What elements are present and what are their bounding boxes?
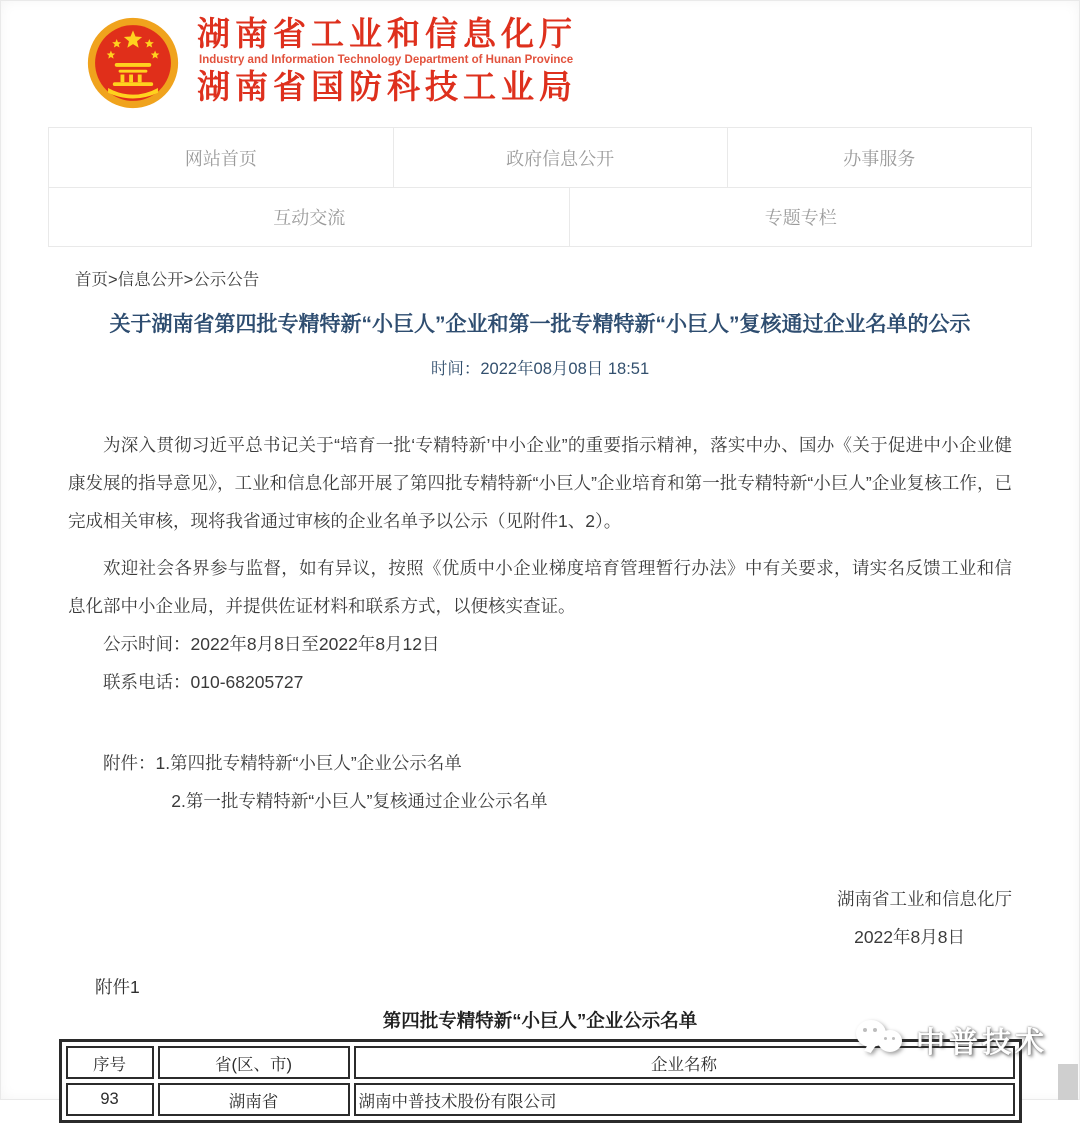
paragraph-2: 欢迎社会各界参与监督，如有异议，按照《优质中小企业梯度培育管理暂行办法》中有关要求，请实名反馈工业和信息化部中小企业局，并提供佐证材料和联系方式，以便核实查证。 bbox=[68, 558, 1012, 616]
watermark-text: 中普技术 bbox=[916, 1026, 1049, 1059]
notice-period: 公示时间：2022年8月8日至2022年8月12日 bbox=[103, 634, 440, 654]
table-title: 第四批专精特新“小巨人”企业公示名单 bbox=[382, 1010, 698, 1031]
paragraph-1: 为深入贯彻习近平总书记关于“培育一批‘专精特新’中小企业”的重要指示精神，落实中办、国办《关于促进中小企业健康发展的指导意见》，工业和信息化部开展了第四批专精特新“小巨人”企业培育和第一批专精特新“小巨人”企业复核工作，已完成相关审核，现将我省通过审核的企业名单予以公示（见附件1、2）。 bbox=[68, 435, 1012, 531]
article-body bbox=[68, 426, 1012, 820]
nav-item-home[interactable]: 网站首页 bbox=[184, 148, 257, 169]
corner-scroll-block bbox=[1058, 1064, 1078, 1100]
cell-no: 93 bbox=[66, 1083, 154, 1116]
signature-date: 2022年8月8日 bbox=[854, 927, 965, 947]
site-header bbox=[0, 0, 1080, 127]
page-title: 关于湖南省第四批专精特新“小巨人”企业和第一批专精特新“小巨人”复核通过企业名单的公示 bbox=[109, 313, 971, 336]
header-cell-company: 企业名称 bbox=[354, 1046, 1015, 1079]
contact-phone: 联系电话：010-68205727 bbox=[103, 672, 304, 692]
appendix-label: 附件1 bbox=[95, 977, 140, 997]
nav-item-interaction[interactable]: 互动交流 bbox=[273, 208, 346, 228]
nav-item-gov-info[interactable]: 政府信息公开 bbox=[393, 128, 727, 187]
signature-org: 湖南省工业和信息化厅 bbox=[837, 889, 1012, 909]
org-title-2: 湖南省国防科技工业局 bbox=[197, 68, 577, 105]
nav-item-special-topics[interactable]: 专题专栏 bbox=[569, 188, 1031, 246]
publish-time: 时间：2022年08月08日 18:51 bbox=[430, 360, 650, 378]
cell-company: 湖南中普技术股份有限公司 bbox=[354, 1083, 1015, 1116]
org-title-1: 湖南省工业和信息化厅 bbox=[197, 15, 577, 52]
header-cell-province: 省(区、市) bbox=[158, 1046, 350, 1079]
breadcrumb[interactable]: 首页>信息公开>公示公告 bbox=[75, 271, 260, 289]
main-nav bbox=[48, 127, 1032, 247]
table-row bbox=[66, 1083, 1015, 1116]
national-emblem-icon bbox=[85, 14, 181, 112]
header-cell-no: 序号 bbox=[66, 1046, 154, 1079]
attachments bbox=[68, 744, 1012, 820]
company-list-table bbox=[59, 1039, 1022, 1123]
attachment-item-1: 附件：1.第四批专精特新“小巨人”企业公示名单 bbox=[103, 753, 462, 773]
attachment-item-2: 2.第一批专精特新“小巨人”复核通过企业公示名单 bbox=[171, 791, 548, 811]
org-title-english: Industry and Information Technology Department of Hunan Province bbox=[199, 54, 574, 66]
cell-province: 湖南省 bbox=[158, 1083, 350, 1116]
signature-block bbox=[68, 880, 1012, 956]
nav-item-services[interactable]: 办事服务 bbox=[727, 128, 1031, 187]
table-header-row bbox=[66, 1046, 1015, 1079]
